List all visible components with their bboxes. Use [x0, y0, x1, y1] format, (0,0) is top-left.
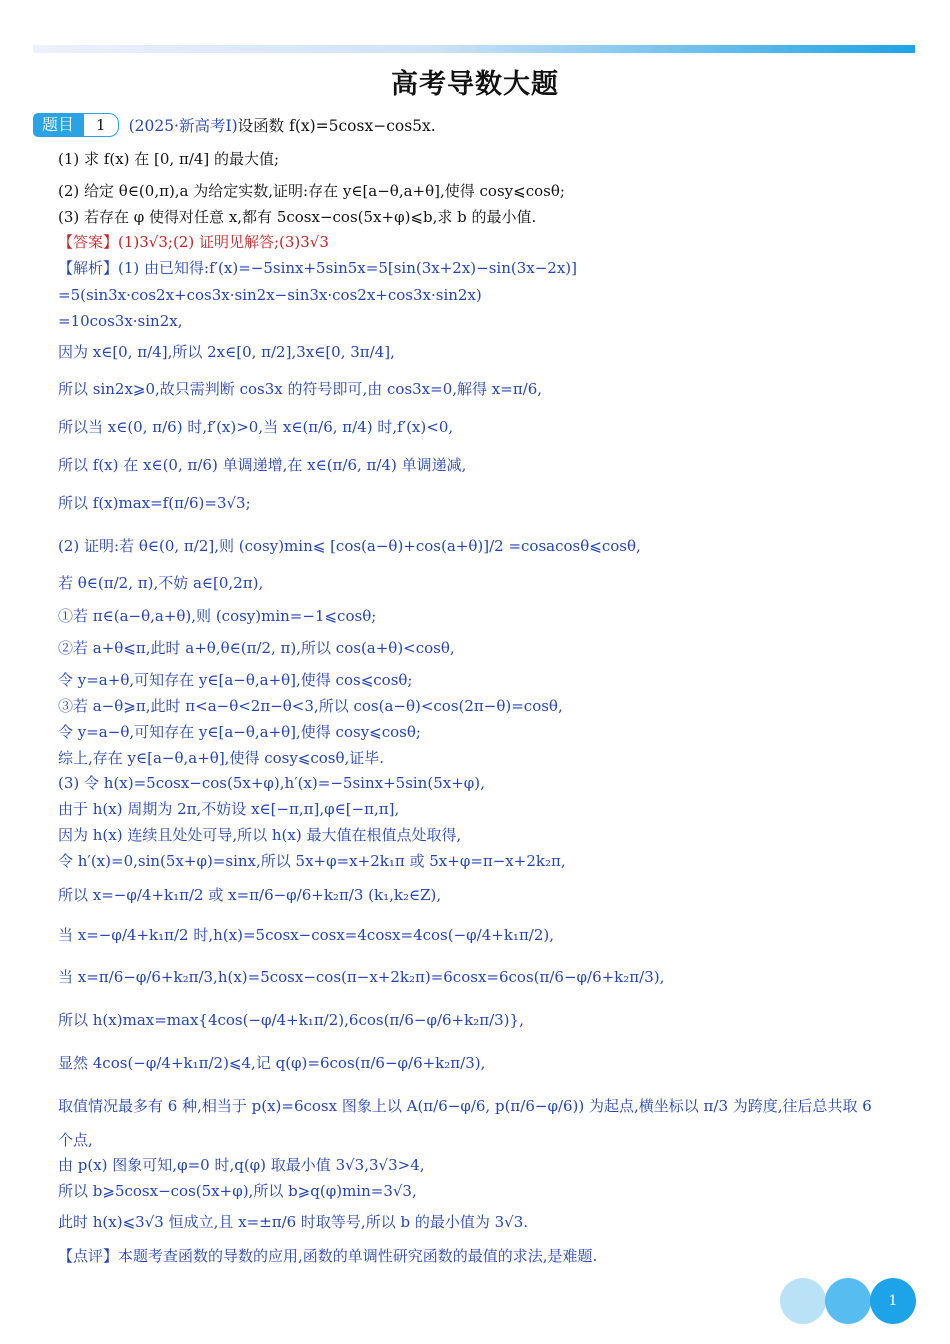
- solution-line: 因为 h(x) 连续且处处可导,所以 h(x) 最大值在根值点处取得,: [58, 826, 462, 844]
- decor-circle: [780, 1278, 826, 1324]
- comment-line: 【点评】本题考查函数的导数的应用,函数的单调性研究函数的最值的求法,是难题.: [58, 1247, 598, 1265]
- answer-line: 【答案】(1)3√3;(2) 证明见解答;(3)3√3: [58, 233, 329, 251]
- solution-line: 令 y=a+θ,可知存在 y∈[a−θ,a+θ],使得 cos⩽cosθ;: [58, 671, 413, 689]
- page-indicator: [780, 1278, 920, 1326]
- solution-line: 当 x=π/6−φ/6+k₂π/3,h(x)=5cosx−cos(π−x+2k₂π)=6cosx=6cos(π/6−φ/6+k₂π/3),: [58, 968, 665, 986]
- solution-line: 取值情况最多有 6 种,相当于 p(x)=6cosx 图象上以 A(π/6−φ/6, p(π/6−φ/6)) 为起点,横坐标以 π/3 为跨度,往后总共取 6: [58, 1097, 872, 1115]
- solution-line: ②若 a+θ⩽π,此时 a+θ,θ∈(π/2, π),所以 cos(a+θ)<cosθ,: [58, 639, 455, 657]
- question-stem: 设函数 f(x)=5cosx−cos5x.: [237, 117, 436, 135]
- solution-line: =5(sin3x·cos2x+cos3x·sin2x−sin3x·cos2x+cos3x·sin2x): [58, 286, 482, 304]
- part-3: (3) 若存在 φ 使得对任意 x,都有 5cosx−cos(5x+φ)⩽b,求 b 的最小值.: [58, 208, 537, 226]
- solution-line: 【解析】(1) 由已知得:f′(x)=−5sinx+5sin5x=5[sin(3x+2x)−sin(3x−2x)]: [58, 259, 578, 277]
- solution-line: =10cos3x·sin2x,: [58, 312, 183, 330]
- solution-line: 综上,存在 y∈[a−θ,a+θ],使得 cosy⩽cosθ,证毕.: [58, 749, 385, 767]
- solution-line: (2) 证明:若 θ∈(0, π/2],则 (cosy)min⩽ [cos(a−θ)+cos(a+θ)]/2 =cosacosθ⩽cosθ,: [58, 537, 641, 555]
- solution-line: 所以 f(x)max=f(π/6)=3√3;: [58, 494, 251, 512]
- question-stem-line: [129, 114, 436, 136]
- solution-line: (3) 令 h(x)=5cosx−cos(5x+φ),h′(x)=−5sinx+5sin(5x+φ),: [58, 774, 485, 792]
- solution-line: 由于 h(x) 周期为 2π,不妨设 x∈[−π,π],φ∈[−π,π],: [58, 800, 400, 818]
- solution-line: 令 y=a−θ,可知存在 y∈[a−θ,a+θ],使得 cosy⩽cosθ;: [58, 723, 421, 741]
- page-title: 高考导数大题: [391, 69, 559, 100]
- header-accent-bar: [33, 45, 915, 53]
- solution-line: 个点,: [58, 1131, 93, 1149]
- part-2: (2) 给定 θ∈(0,π),a 为给定实数,证明:存在 y∈[a−θ,a+θ],使得 cosy⩽cosθ;: [58, 182, 565, 200]
- question-header: [33, 112, 436, 138]
- decor-circle: [825, 1278, 871, 1324]
- solution-line: 所以当 x∈(0, π/6) 时,f′(x)>0,当 x∈(π/6, π/4) 时,f′(x)<0,: [58, 418, 454, 436]
- question-source: (2025·新高考Ⅰ): [128, 117, 238, 135]
- solution-line: 所以 b⩾5cosx−cos(5x+φ),所以 b⩾q(φ)min=3√3,: [58, 1182, 417, 1200]
- solution-line: 因为 x∈[0, π/4],所以 2x∈[0, π/2],3x∈[0, 3π/4],: [58, 343, 395, 361]
- solution-line: ③若 a−θ⩾π,此时 π<a−θ<2π−θ<3,所以 cos(a−θ)<cos(2π−θ)=cosθ,: [58, 697, 563, 715]
- solution-line: 若 θ∈(π/2, π),不妨 a∈[0,2π),: [58, 574, 264, 592]
- part-1: (1) 求 f(x) 在 [0, π/4] 的最大值;: [58, 150, 280, 168]
- solution-line: 所以 sin2x⩾0,故只需判断 cos3x 的符号即可,由 cos3x=0,解得 x=π/6,: [58, 380, 543, 398]
- solution-line: 此时 h(x)⩽3√3 恒成立,且 x=±π/6 时取等号,所以 b 的最小值为 3√3.: [58, 1213, 529, 1231]
- solution-line: ①若 π∈(a−θ,a+θ),则 (cosy)min=−1⩽cosθ;: [58, 607, 377, 625]
- solution-line: 当 x=−φ/4+k₁π/2 时,h(x)=5cosx−cosx=4cosx=4cos(−φ/4+k₁π/2),: [58, 926, 555, 944]
- question-number: 1: [83, 113, 119, 137]
- solution-line: 令 h′(x)=0,sin(5x+φ)=sinx,所以 5x+φ=x+2k₁π 或 5x+φ=π−x+2k₂π,: [58, 852, 566, 870]
- solution-line: 显然 4cos(−φ/4+k₁π/2)⩽4,记 q(φ)=6cos(π/6−φ/6+k₂π/3),: [58, 1054, 486, 1072]
- solution-line: 由 p(x) 图象可知,φ=0 时,q(φ) 取最小值 3√3,3√3>4,: [58, 1156, 425, 1174]
- solution-line: 所以 f(x) 在 x∈(0, π/6) 单调递增,在 x∈(π/6, π/4) 单调递减,: [58, 456, 467, 474]
- solution-line: 所以 h(x)max=max{4cos(−φ/4+k₁π/2),6cos(π/6−φ/6+k₂π/3)},: [58, 1011, 524, 1029]
- solution-line: 所以 x=−φ/4+k₁π/2 或 x=π/6−φ/6+k₂π/3 (k₁,k₂∈Z),: [58, 886, 442, 904]
- page-number: 1: [870, 1278, 916, 1324]
- question-tag: 题目: [33, 113, 83, 137]
